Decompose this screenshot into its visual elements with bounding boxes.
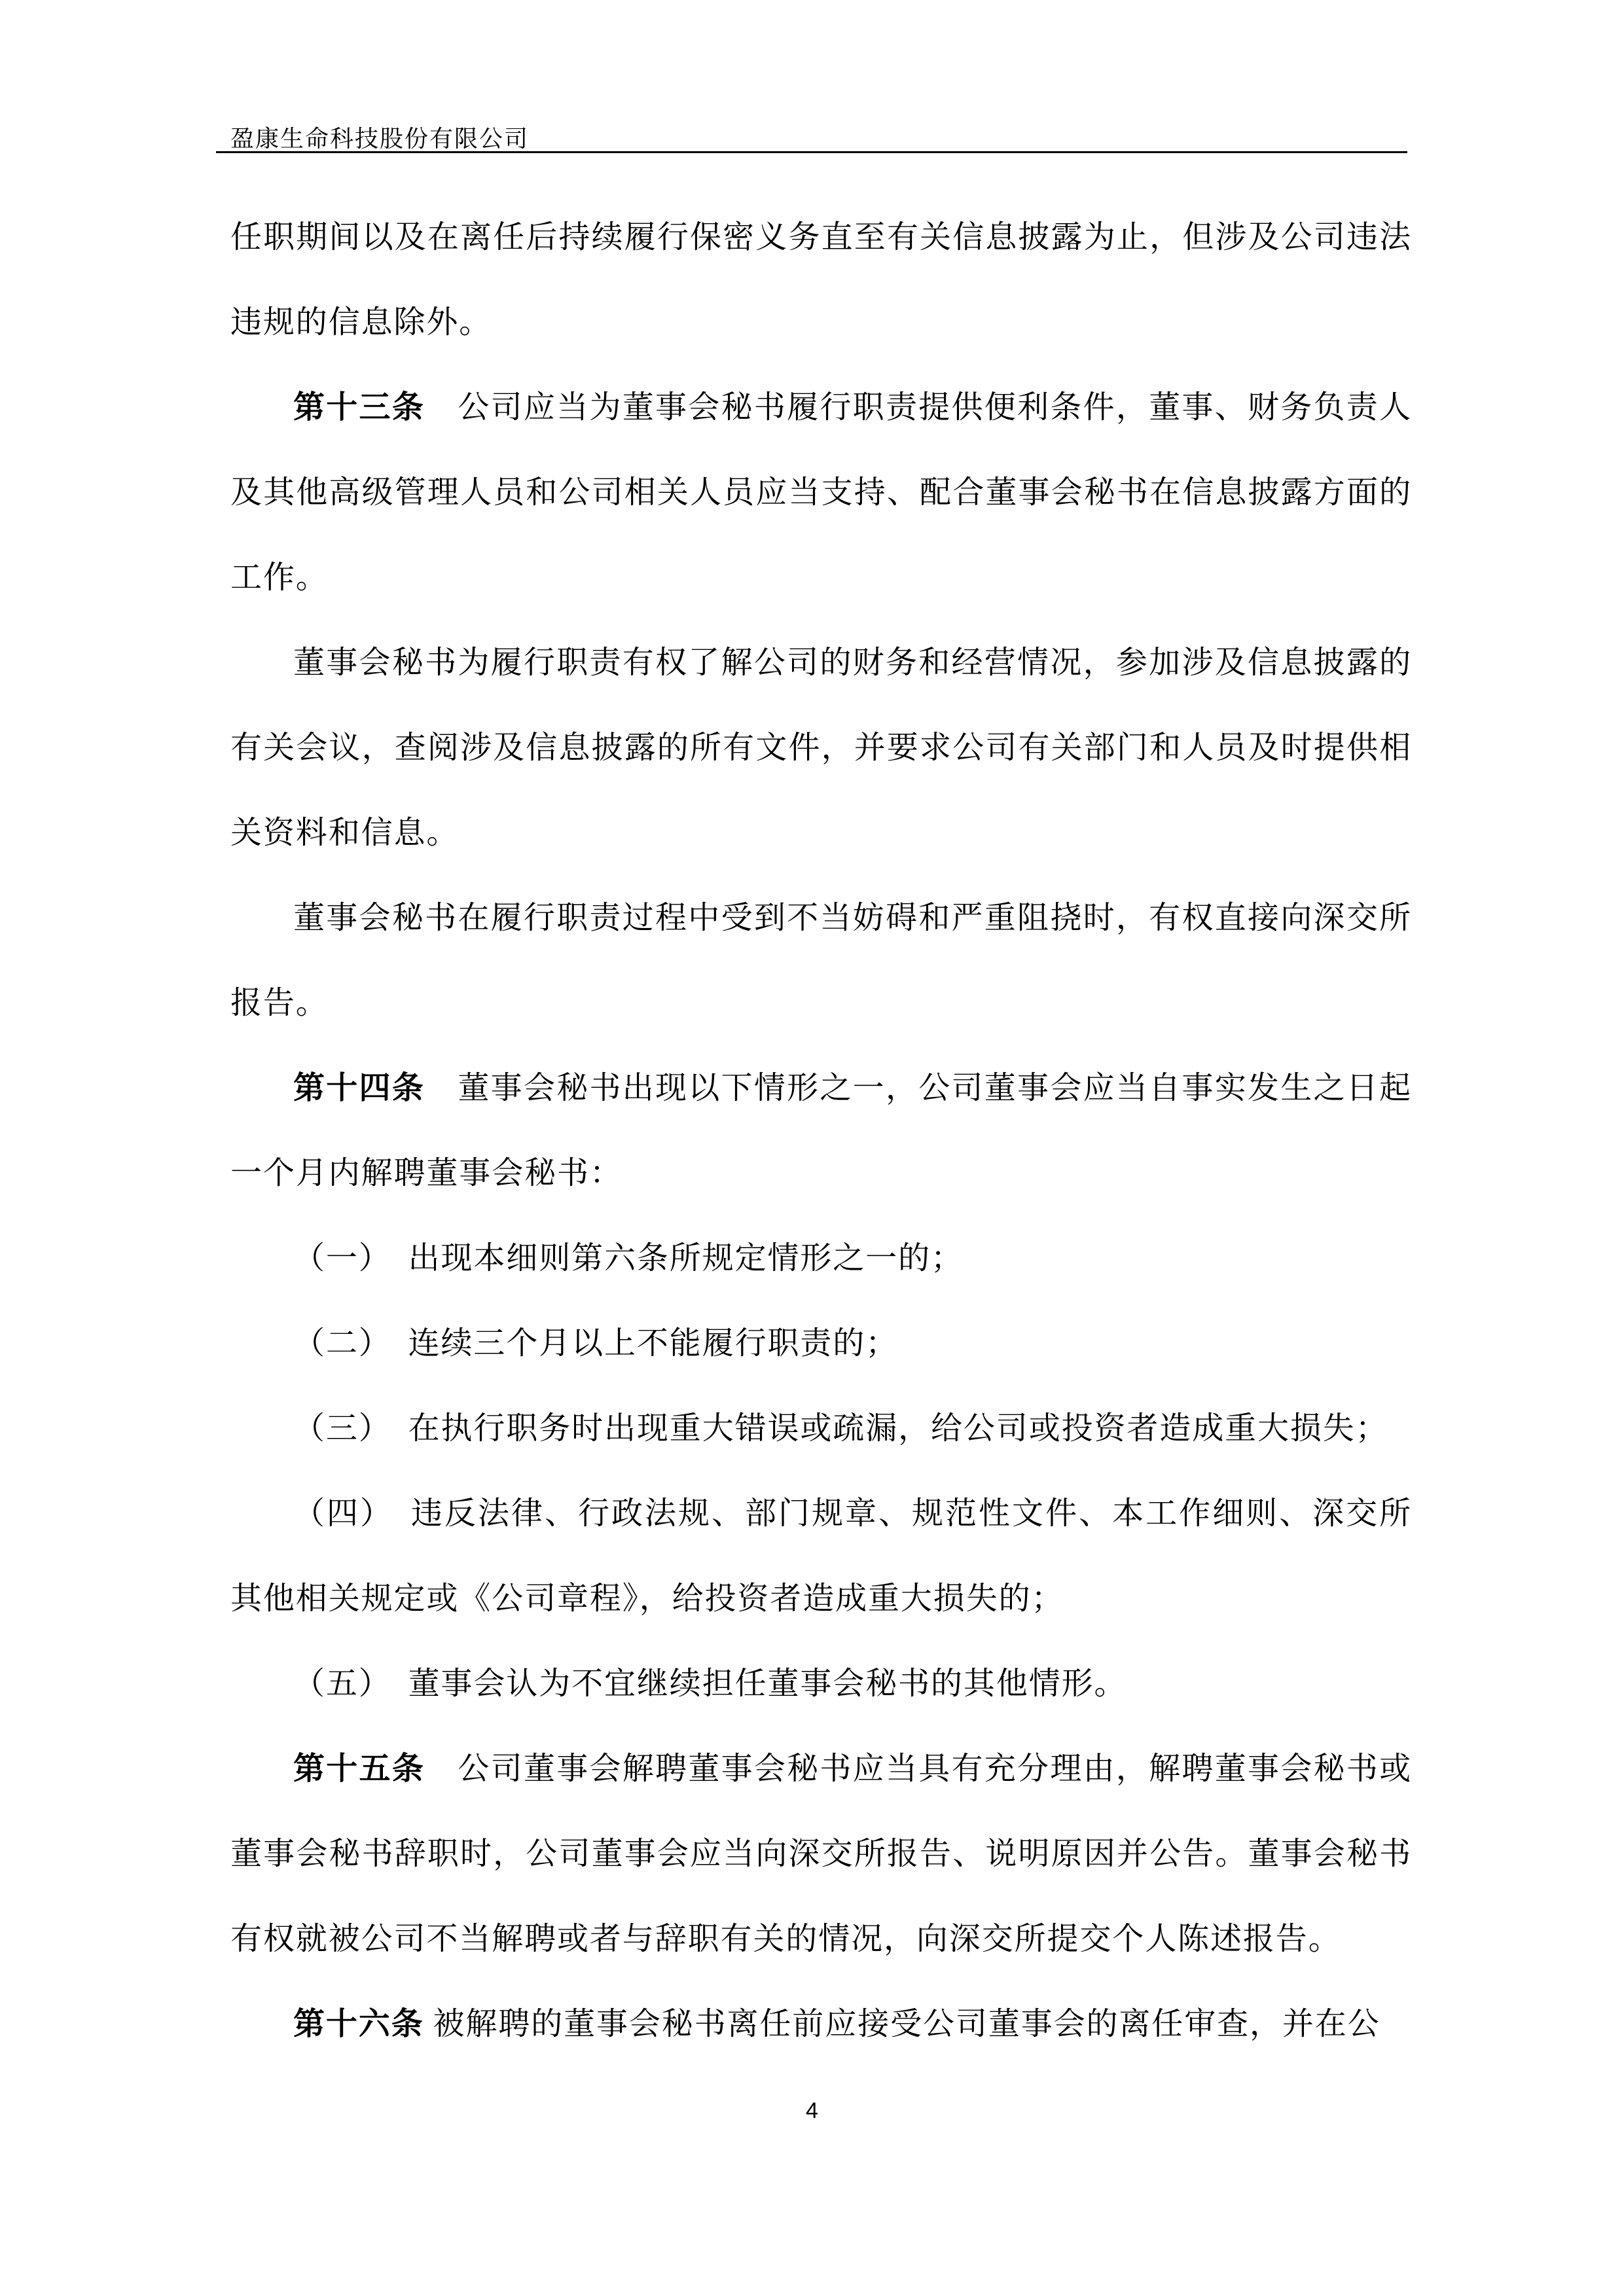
paragraph — [230, 1386, 1412, 1471]
paragraph — [230, 620, 1412, 876]
paragraph — [230, 1727, 1412, 1982]
header-rule — [216, 151, 1407, 153]
article-number: 第十三条 — [293, 390, 425, 425]
paragraph — [230, 1301, 1412, 1386]
paragraph-text: （三） 在执行职务时出现重大错误或疏漏，给公司或投资者造成重大损失； — [293, 1411, 1388, 1446]
paragraph-text: （二） 连续三个月以上不能履行职责的； — [293, 1326, 899, 1361]
paragraph — [230, 1216, 1412, 1301]
page-number: 4 — [806, 2098, 818, 2123]
paragraph — [230, 1982, 1412, 2067]
paragraph-text: 任职期间以及在离任后持续履行保密义务直至有关信息披露为止，但涉及公司违法违规的信息除外。 — [230, 220, 1412, 340]
paragraph-text: （一） 出现本细则第六条所规定情形之一的； — [293, 1241, 964, 1276]
article-number: 第十五条 — [293, 1751, 425, 1786]
paragraph — [230, 1046, 1412, 1216]
paragraph — [230, 1471, 1412, 1641]
article-number: 第十四条 — [293, 1071, 425, 1105]
paragraph-text: （五） 董事会认为不宜继续担任董事会秘书的其他情形。 — [293, 1666, 1127, 1701]
paragraph-text: （四） 违反法律、行政法规、部门规章、规范性文件、本工作细则、深交所其他相关规定或《公司章程》，给投资者造成重大损失的； — [230, 1496, 1412, 1616]
paragraph — [230, 876, 1412, 1046]
header-company-name: 盈康生命科技股份有限公司 — [230, 126, 530, 152]
paragraph-text: 董事会秘书为履行职责有权了解公司的财务和经营情况，参加涉及信息披露的有关会议，查阅涉及信息披露的所有文件，并要求公司有关部门和人员及时提供相关资料和信息。 — [230, 645, 1412, 850]
paragraph-text: 董事会秘书出现以下情形之一，公司董事会应当自事实发生之日起一个月内解聘董事会秘书： — [230, 1071, 1412, 1191]
article-number: 第十六条 — [293, 2007, 424, 2041]
paragraph — [230, 1641, 1412, 1727]
paragraph-text: 董事会秘书在履行职责过程中受到不当妨碍和严重阻挠时，有权直接向深交所报告。 — [230, 901, 1412, 1020]
paragraph — [230, 195, 1412, 365]
document-body — [230, 195, 1412, 2067]
paragraph-text: 公司董事会解聘董事会秘书应当具有充分理由，解聘董事会秘书或董事会秘书辞职时，公司董事会应当向深交所报告、说明原因并公告。董事会秘书有权就被公司不当解聘或者与辞职有关的情况，向深交所提交个人陈述报告。 — [230, 1751, 1412, 1956]
paragraph-text: 被解聘的董事会秘书离任前应接受公司董事会的离任审查，并在公 — [424, 2007, 1380, 2041]
paragraph-text: 公司应当为董事会秘书履行职责提供便利条件，董事、财务负责人及其他高级管理人员和公司相关人员应当支持、配合董事会秘书在信息披露方面的工作。 — [230, 390, 1412, 595]
paragraph — [230, 365, 1412, 620]
